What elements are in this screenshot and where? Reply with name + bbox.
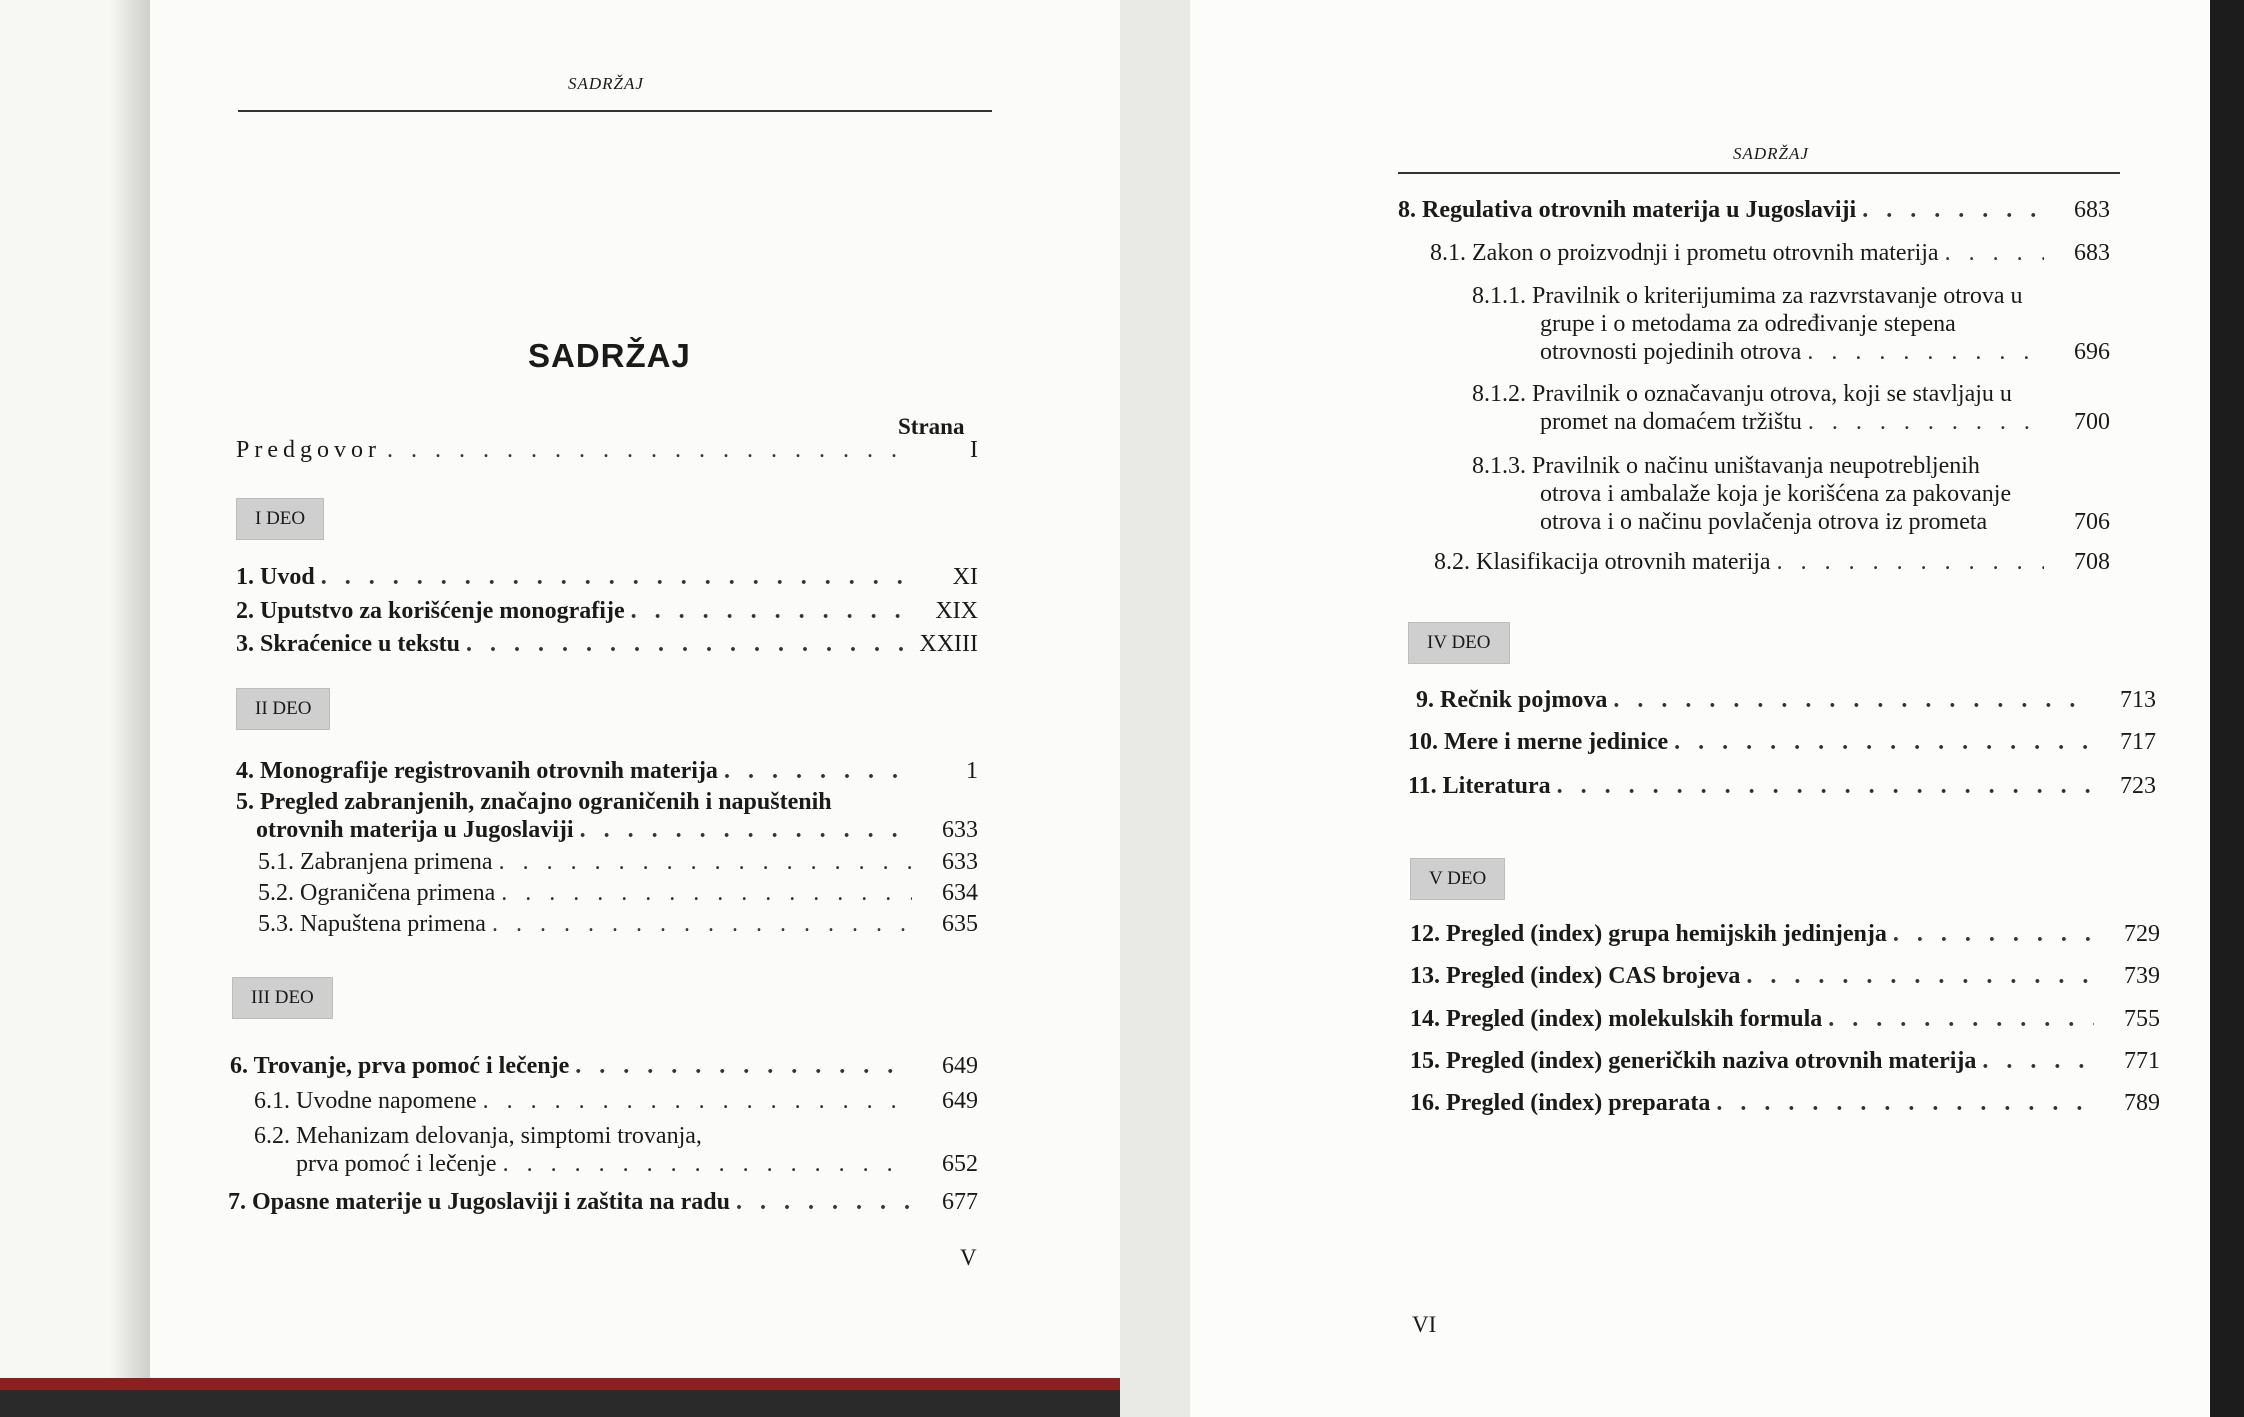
toc-label: 4. Monografije registrovanih otrovnih materija <box>236 758 718 784</box>
toc-label: 9. Rečnik pojmova <box>1416 687 1608 713</box>
toc-line: 8.1.3. Pravilnik o načinu uništavanja neupotrebljenih <box>1472 453 1980 479</box>
toc-page: 683 <box>2074 197 2110 223</box>
toc-label: 7. Opasne materije u Jugoslaviji i zaštita na radu <box>228 1189 730 1215</box>
toc-label: 5.2. Ograničena primena <box>258 880 496 906</box>
toc-page: 723 <box>2120 773 2156 799</box>
leader-dots <box>499 848 912 876</box>
toc-page: XI <box>952 564 978 590</box>
left-folio: V <box>960 1245 977 1270</box>
leader-dots <box>1828 1005 2094 1033</box>
right-folio: VI <box>1412 1312 1437 1337</box>
leader-dots <box>1746 962 2094 990</box>
toc-label: 8. Regulativa otrovnih materija u Jugoslaviji <box>1398 197 1857 223</box>
toc-entry-13[interactable] <box>1410 962 2160 990</box>
toc-entry-12[interactable] <box>1410 920 2160 948</box>
leader-dots <box>1674 728 2090 756</box>
toc-label: promet na domaćem tržištu <box>1540 409 1802 435</box>
leader-dots <box>387 436 912 464</box>
leader-dots <box>503 1150 912 1178</box>
toc-page: 729 <box>2124 921 2160 947</box>
toc-label: 8.2. Klasifikacija otrovnih materija <box>1434 549 1771 575</box>
toc-entry-6-2[interactable] <box>296 1150 978 1178</box>
right-page-outer-edge <box>1120 0 1190 1417</box>
left-running-head: SADRŽAJ <box>568 74 644 93</box>
leader-dots <box>321 563 912 591</box>
toc-label: 5.1. Zabranjena primena <box>258 849 493 875</box>
toc-page: 700 <box>2074 409 2110 435</box>
toc-entry-6-1[interactable] <box>254 1087 978 1115</box>
toc-entry-8-2[interactable] <box>1434 548 2110 576</box>
toc-page: 755 <box>2124 1006 2160 1032</box>
toc-entry-6-2-line1[interactable]: 6.2. Mehanizam delovanja, simptomi trovanja, <box>254 1123 702 1149</box>
toc-entry-predgovor[interactable] <box>236 436 978 464</box>
toc-page: 633 <box>942 817 978 843</box>
toc-entry-5[interactable] <box>256 816 978 844</box>
toc-page: 635 <box>942 911 978 937</box>
toc-label: 2. Uputstvo za korišćenje monografije <box>236 598 625 624</box>
toc-page: 771 <box>2124 1048 2160 1074</box>
section-label-i-deo: I DEO <box>236 498 324 540</box>
toc-entry-8-1-3-text[interactable] <box>1472 452 2011 508</box>
leader-dots <box>736 1188 912 1216</box>
leader-dots <box>1557 772 2090 800</box>
toc-page: 633 <box>942 849 978 875</box>
toc-page: XXIII <box>919 631 978 657</box>
toc-label: 14. Pregled (index) molekulskih formula <box>1410 1006 1823 1032</box>
toc-entry-5-line1[interactable]: 5. Pregled zabranjenih, značajno ograničenih i napuštenih <box>236 789 832 815</box>
right-running-head: SADRŽAJ <box>1733 144 1809 163</box>
toc-label: 13. Pregled (index) CAS brojeva <box>1410 963 1741 989</box>
toc-label: 16. Pregled (index) preparata <box>1410 1090 1711 1116</box>
toc-line: otrova i ambalaže koja je korišćena za pakovanje <box>1540 481 2012 507</box>
left-page <box>0 0 1120 1390</box>
leader-dots <box>1893 920 2094 948</box>
leader-dots <box>631 597 912 625</box>
toc-entry-8-1-3[interactable] <box>1540 508 2110 536</box>
leader-dots <box>1777 548 2044 576</box>
book-cover-edge <box>0 1378 1120 1390</box>
leader-dots <box>1862 196 2044 224</box>
toc-label: 8.1. Zakon o proizvodnji i prometu otrovnih materija <box>1430 240 1939 266</box>
leader-dots <box>501 879 912 907</box>
toc-entry-15[interactable] <box>1410 1047 2160 1075</box>
toc-label: 11. Literatura <box>1408 773 1551 799</box>
right-book-edge <box>2210 0 2244 1417</box>
toc-label: 5.3. Napuštena primena <box>258 911 486 937</box>
toc-entry-8-1-2-text[interactable]: 8.1.2. Pravilnik o označavanju otrova, koji se stavljaju u <box>1472 381 2012 407</box>
toc-page: 713 <box>2120 687 2156 713</box>
toc-page: 717 <box>2120 729 2156 755</box>
leader-dots <box>575 1052 912 1080</box>
section-label-iii-deo: III DEO <box>232 977 333 1019</box>
toc-entry-1[interactable] <box>236 563 978 591</box>
toc-entry-2[interactable] <box>236 597 978 625</box>
toc-entry-8[interactable] <box>1398 196 2110 224</box>
toc-page: 789 <box>2124 1090 2160 1116</box>
toc-entry-8-1-2[interactable] <box>1540 408 2110 436</box>
toc-entry-6[interactable] <box>230 1052 978 1080</box>
toc-page: 739 <box>2124 963 2160 989</box>
toc-page: 652 <box>942 1151 978 1177</box>
toc-label: 15. Pregled (index) generičkih naziva otrovnih materija <box>1410 1048 1977 1074</box>
toc-entry-7[interactable] <box>228 1188 978 1216</box>
left-header-rule <box>238 110 992 112</box>
toc-entry-5-1[interactable] <box>258 848 978 876</box>
leader-dots <box>1945 239 2044 267</box>
toc-label: otrovnosti pojedinih otrova <box>1540 339 1802 365</box>
toc-label: 12. Pregled (index) grupa hemijskih jedinjenja <box>1410 921 1887 947</box>
toc-entry-16[interactable] <box>1410 1089 2160 1117</box>
leader-dots <box>1807 338 2044 366</box>
strana-label: Strana <box>898 414 965 439</box>
section-label-iv-deo: IV DEO <box>1408 622 1510 664</box>
right-header-rule <box>1398 172 2120 174</box>
toc-line: grupe i o metodama za određivanje stepena <box>1540 311 1956 337</box>
toc-entry-8-1-1[interactable] <box>1540 338 2110 366</box>
leader-dots <box>724 757 912 785</box>
toc-label: 10. Mere i merne jedinice <box>1408 729 1669 755</box>
toc-label: 6.1. Uvodne napomene <box>254 1088 477 1114</box>
leader-dots <box>1613 686 2090 714</box>
toc-page: 1 <box>966 758 978 784</box>
toc-label: prva pomoć i lečenje <box>296 1151 497 1177</box>
leader-dots <box>1808 408 2044 436</box>
leader-dots <box>466 630 912 658</box>
leader-dots <box>483 1087 912 1115</box>
toc-page: 634 <box>942 880 978 906</box>
toc-page: 677 <box>942 1189 978 1215</box>
toc-entry-5-2[interactable] <box>258 879 978 907</box>
toc-entry-10[interactable] <box>1408 728 2156 756</box>
leader-dots <box>1716 1089 2094 1117</box>
toc-page: 696 <box>2074 339 2110 365</box>
toc-page: 708 <box>2074 549 2110 575</box>
toc-page: 649 <box>942 1088 978 1114</box>
toc-entry-14[interactable] <box>1410 1005 2160 1033</box>
left-gutter-prev-page <box>0 0 150 1390</box>
toc-label: 3. Skraćenice u tekstu <box>236 631 460 657</box>
toc-label: Predgovor <box>236 437 381 463</box>
leader-dots <box>580 816 912 844</box>
leader-dots <box>1982 1047 2094 1075</box>
toc-entry-3[interactable] <box>236 630 978 658</box>
toc-page: 683 <box>2074 240 2110 266</box>
toc-entry-4[interactable] <box>236 757 978 785</box>
toc-page: I <box>970 437 978 463</box>
toc-label: otrovnih materija u Jugoslaviji <box>256 817 574 843</box>
toc-label: 1. Uvod <box>236 564 315 590</box>
left-title: SADRŽAJ <box>528 337 691 374</box>
toc-line: 8.1.1. Pravilnik o kriterijumima za razvrstavanje otrova u <box>1472 283 2023 309</box>
toc-entry-9[interactable] <box>1416 686 2156 714</box>
toc-entry-8-1[interactable] <box>1430 239 2110 267</box>
toc-label: otrova i o načinu povlačenja otrova iz prometa <box>1540 509 1988 535</box>
leader-dots <box>492 910 912 938</box>
toc-page: 649 <box>942 1053 978 1079</box>
toc-page: XIX <box>935 598 978 624</box>
toc-entry-8-1-1-text[interactable] <box>1472 282 2023 338</box>
toc-entry-5-3[interactable] <box>258 910 978 938</box>
section-label-ii-deo: II DEO <box>236 688 330 730</box>
toc-page: 706 <box>2074 509 2110 535</box>
toc-label: 6. Trovanje, prva pomoć i lečenje <box>230 1053 570 1079</box>
toc-entry-11[interactable] <box>1408 772 2156 800</box>
section-label-v-deo: V DEO <box>1410 858 1505 900</box>
